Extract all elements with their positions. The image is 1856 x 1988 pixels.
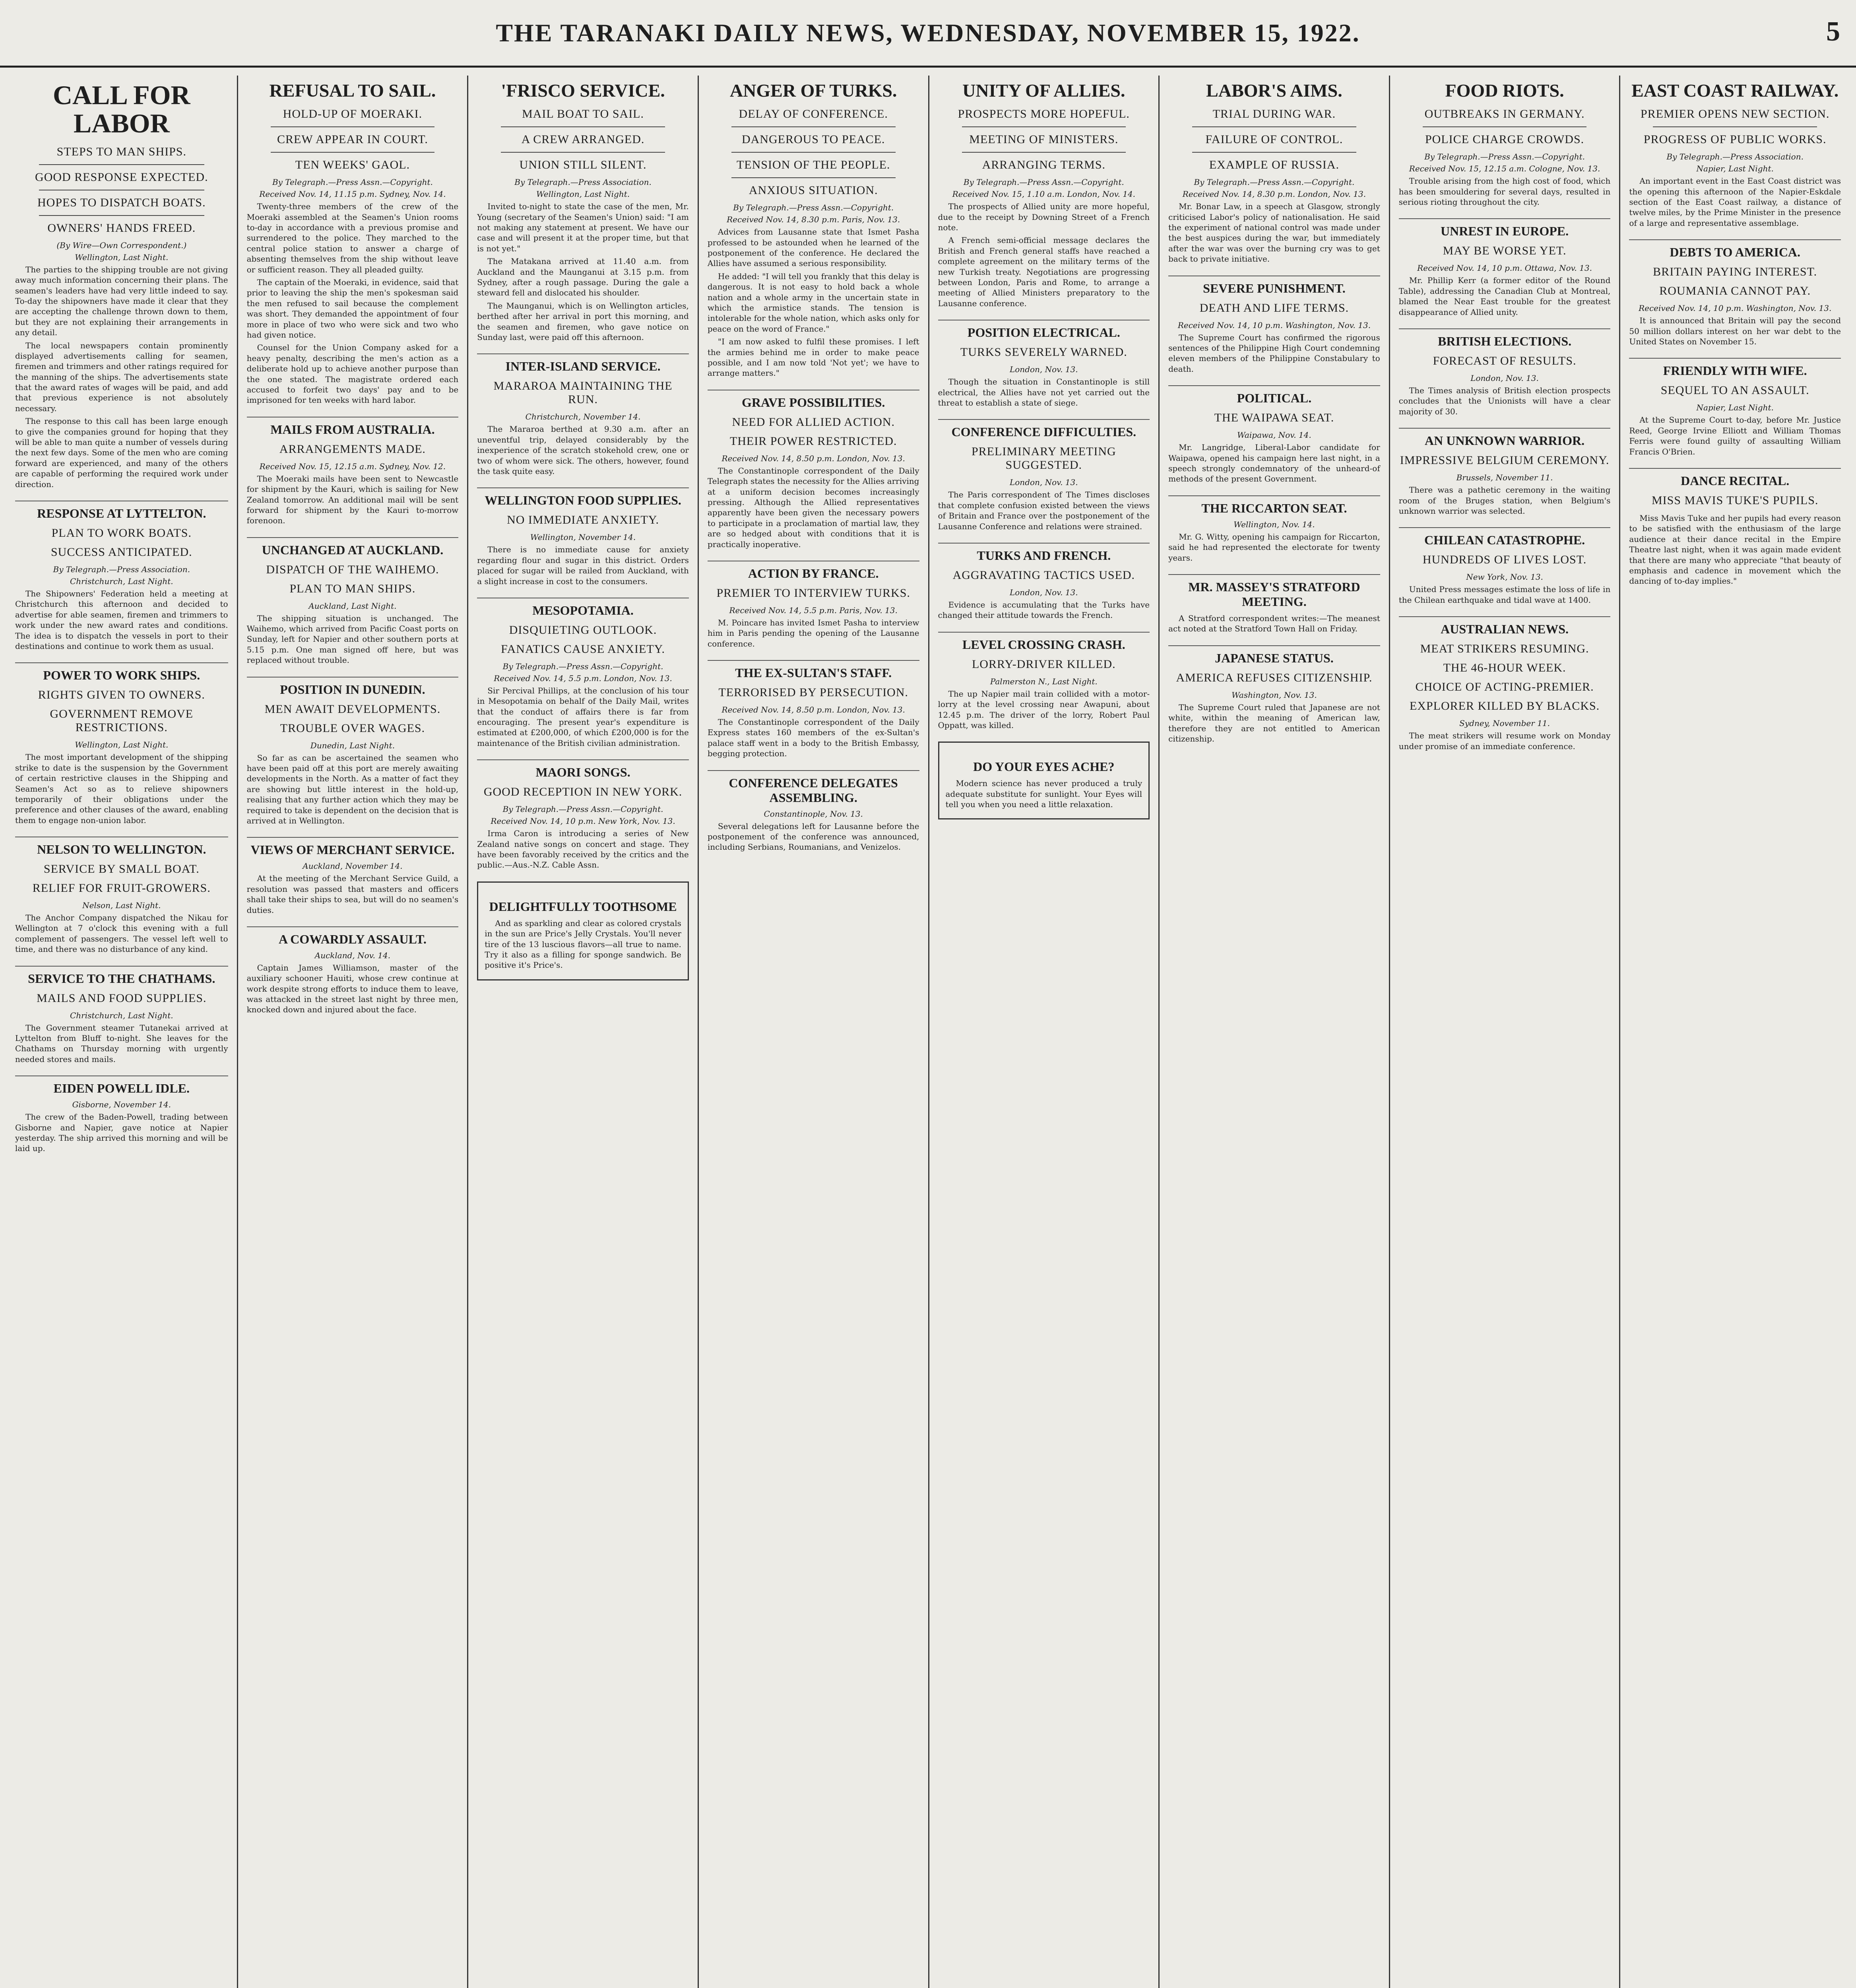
article-dateline: Gisborne, November 14. — [72, 1100, 171, 1110]
article-dateline: Received Nov. 14, 10 p.m. Ottawa, Nov. 13. — [1417, 263, 1592, 273]
article-byline: By Telegraph.—Press Association. — [514, 177, 652, 187]
divider-rule — [501, 126, 665, 127]
article-headline: 'FRISCO SERVICE. — [501, 80, 665, 101]
article-headline: MAORI SONGS. — [477, 759, 689, 780]
article-deck: CREW APPEAR IN COURT. — [277, 133, 428, 146]
article-dateline: Nelson, Last Night. — [82, 901, 161, 911]
article-dateline: Received Nov. 14, 11.15 p.m. Sydney, Nov. 14. — [259, 189, 446, 199]
article-byline: By Telegraph.—Press Association. — [1666, 152, 1804, 162]
article-headline: POSITION IN DUNEDIN. — [247, 677, 459, 697]
article-paragraph: So far as can be ascertained the seamen who have been paid off at this port are merely awaiting developments in the North. As a matter of fact they are showing but little interest in the hold-up, realising that any further action which they may be required to take is dependent on the decision that is arrived at in Wellington. — [246, 753, 459, 825]
article — [1399, 328, 1611, 417]
article — [1399, 616, 1611, 751]
article — [1168, 276, 1380, 375]
article-headline: POWER TO WORK SHIPS. — [15, 662, 228, 683]
article — [15, 1076, 228, 1154]
article-deck: POLICE CHARGE CROWDS. — [1425, 133, 1584, 146]
article-paragraph: At the Supreme Court to-day, before Mr. Justice Reed, George Irvine Elliott and William Thomas Ferris were found guilty of assaulting William Francis O'Brien. — [1629, 415, 1841, 456]
article-deck: HOLD-UP OF MOERAKI. — [283, 107, 423, 121]
article-deck: THE WAIPAWA SEAT. — [1214, 411, 1334, 425]
article-headline: TURKS AND FRENCH. — [938, 543, 1150, 563]
divider-rule — [271, 152, 435, 153]
divider-rule — [731, 152, 896, 153]
article-deck: FANATICS CAUSE ANXIETY. — [501, 642, 665, 656]
article — [1168, 574, 1380, 634]
article-paragraph: Irma Caron is introducing a series of New Zealand native songs on concert and stage. They have been favorably received by the critics and the public.—Aus.-N.Z. Cable Assn. — [477, 829, 689, 870]
article — [1399, 81, 1611, 207]
article-dateline: Washington, Nov. 13. — [1232, 690, 1317, 700]
article-paragraph: He added: "I will tell you frankly that this delay is dangerous. It is not easy to hold back a whole nation and a whole army in the uncertain state in which the armistice stands. The tension is intolerable for the whole nation, which asks only for peace on the word of France." — [707, 271, 919, 334]
article-deck: MARAROA MAINTAINING THE RUN. — [493, 379, 673, 406]
article-dateline: Waipawa, Nov. 14. — [1237, 430, 1311, 440]
article-paragraph: Trouble arising from the high cost of food, which has been smouldering for several days, resulted in serious rioting throughout the city. — [1398, 176, 1611, 207]
article — [1168, 645, 1380, 744]
article-paragraph: A French semi-official message declares the British and French general staffs have reached a complete agreement on the military terms of the new Turkish treaty. Negotiations are progressing between London, Paris and Rome, to arrange a meeting of Allied Ministers preparatory to the Lausanne conference. — [938, 235, 1150, 308]
article-deck: EXAMPLE OF RUSSIA. — [1209, 158, 1340, 172]
article-deck: TRIAL DURING WAR. — [1212, 107, 1336, 121]
article-dateline: Christchurch, Last Night. — [70, 576, 173, 586]
article-deck: MEETING OF MINISTERS. — [969, 133, 1119, 146]
article-deck: RELIEF FOR FRUIT-GROWERS. — [32, 881, 211, 895]
article-paragraph: The up Napier mail train collided with a motor-lorry at the level crossing near Awapuni, about 12.45 p.m. The driver of the lorry, Robert Paul Oppatt, was killed. — [938, 689, 1150, 730]
article — [15, 662, 228, 825]
article — [247, 926, 459, 1015]
article-headline: REFUSAL TO SAIL. — [269, 80, 436, 101]
article-dateline: Brussels, November 11. — [1456, 473, 1553, 483]
article-headline: POLITICAL. — [1168, 385, 1380, 406]
article-paragraph: Several delegations left for Lausanne before the postponement of the conference was announced, including Serbians, Roumanians, and Venizelos. — [707, 821, 919, 852]
article-paragraph: The Government steamer Tutanekai arrived at Lyttelton from Bluff to-night. She leaves for the Chathams on Thursday morning with urgently needed stores and mails. — [15, 1023, 228, 1064]
article-headline: ANGER OF TURKS. — [729, 80, 897, 101]
article-byline: (By Wire—Own Correspondent.) — [56, 240, 187, 250]
article-deck: CHOICE OF ACTING-PREMIER. — [1415, 680, 1594, 694]
article-paragraph: The Constantinople correspondent of the Daily Express states 160 members of the ex-Sultan's palace staff went in a body to the British Embassy, begging protection. — [707, 717, 919, 759]
article-headline: VIEWS OF MERCHANT SERVICE. — [247, 837, 459, 857]
column-7 — [1389, 76, 1619, 1988]
article-deck: PRELIMINARY MEETING SUGGESTED. — [971, 445, 1116, 472]
article — [1399, 218, 1611, 317]
article-deck: GOVERNMENT REMOVE RESTRICTIONS. — [50, 707, 194, 734]
article-deck: MISS MAVIS TUKE'S PUPILS. — [1651, 493, 1819, 507]
article-deck: FORECAST OF RESULTS. — [1433, 354, 1577, 368]
article-paragraph: Mr. G. Witty, opening his campaign for Riccarton, said he had represented the electorate for twenty years. — [1168, 532, 1380, 563]
article — [477, 487, 689, 586]
article-dateline: Palmerston N., Last Night. — [990, 676, 1098, 686]
article — [938, 543, 1150, 621]
article-deck: ANXIOUS SITUATION. — [749, 184, 878, 197]
article — [15, 501, 228, 651]
article — [1168, 81, 1380, 264]
article-paragraph: The Supreme Court has confirmed the rigorous sentences of the Philippine High Court condemning eleven members of the Philippine Constabulary to death. — [1168, 332, 1380, 374]
article-deck: PREMIER TO INTERVIEW TURKS. — [716, 586, 910, 600]
article-dateline: Wellington, November 14. — [530, 532, 636, 542]
article-paragraph: United Press messages estimate the loss of life in the Chilean earthquake and tidal wave at 1400. — [1398, 584, 1611, 605]
article-headline: THE EX-SULTAN'S STAFF. — [708, 660, 919, 680]
divider-rule — [731, 177, 896, 178]
article — [477, 81, 689, 342]
article-deck: PLAN TO MAN SHIPS. — [289, 582, 416, 595]
article-headline: A COWARDLY ASSAULT. — [247, 926, 459, 947]
article — [938, 81, 1150, 309]
article — [477, 598, 689, 748]
divider-rule — [1653, 126, 1817, 127]
article-dateline: London, Nov. 13. — [1009, 478, 1078, 487]
column-4 — [698, 76, 928, 1988]
article-headline: RESPONSE AT LYTTELTON. — [15, 501, 228, 521]
article-dateline: Received Nov. 14, 8.50 p.m. London, Nov. 13. — [721, 705, 905, 715]
article-paragraph: The Mararoa berthed at 9.30 a.m. after an uneventful trip, delayed considerably by the inexperience of the scratch stokehold crew, one or two of whom were sick. The others, however, found the task quite easy. — [477, 424, 689, 476]
article-paragraph: Twenty-three members of the crew of the Moeraki assembled at the Seamen's Union rooms to-day in accordance with a previous promise and surrendered to the police. They marched to the central police station to answer a charge of absenting themselves from the ship without leave or sufficient reason. They all pleaded guilty. — [246, 202, 459, 274]
article-dateline: Napier, Last Night. — [1696, 164, 1774, 174]
article-paragraph: An important event in the East Coast district was the opening this afternoon of the Napier-Eskdale section of the East Coast railway, a distance of twelve miles, by the Prime Minister in the presence of a large and representative assemblage. — [1629, 176, 1841, 228]
article-paragraph: There was a pathetic ceremony in the waiting room of the Bruges station, when Belgium's unknown warrior was selected. — [1398, 485, 1611, 516]
article-deck: MAIL BOAT TO SAIL. — [522, 107, 644, 121]
article-dateline: Received Nov. 14, 10 p.m. Washington, Nov. 13. — [1177, 320, 1371, 330]
article-paragraph: The Constantinople correspondent of the Daily Telegraph states the necessity for the Allies arriving at a uniform decision becomes increasingly pressing. Although the Allied representatives apparently have been given the necessary powers to participate in a proclamation of martial law, they are so hedged about with conditions that it is practically inoperative. — [707, 466, 919, 549]
article-paragraph: The response to this call has been large enough to give the companies ground for hoping that they will be able to man quite a number of vessels during the next few days. Some of the men who are coming forward are experienced, and many of the others are capable of performing the required work under direction. — [15, 416, 228, 489]
article — [938, 320, 1150, 408]
article-headline: FRIENDLY WITH WIFE. — [1629, 358, 1841, 378]
article-dateline: Received Nov. 14, 8.30 p.m. London, Nov. 13. — [1182, 189, 1366, 199]
article — [1629, 468, 1841, 586]
article-deck: MEAT STRIKERS RESUMING. — [1420, 642, 1589, 656]
article-dateline: Received Nov. 15, 1.10 a.m. London, Nov. 14. — [952, 189, 1136, 199]
article-deck: NEED FOR ALLIED ACTION. — [732, 415, 895, 429]
article-deck: ARRANGING TERMS. — [982, 158, 1106, 172]
divider-rule — [962, 126, 1126, 127]
article-deck: OUTBREAKS IN GERMANY. — [1424, 107, 1585, 121]
divider-rule — [39, 215, 204, 216]
article-paragraph: The parties to the shipping trouble are not giving away much information concerning their plans. The seamen's leaders have had very little indeed to say. To-day the shipowners have made it clear that they are accepting the challenge thrown down to them, but they are not explaining their arrangements in any detail. — [15, 264, 228, 338]
article-deck: DELAY OF CONFERENCE. — [739, 107, 888, 121]
article-headline: SERVICE TO THE CHATHAMS. — [15, 966, 228, 986]
article-deck: DISQUIETING OUTLOOK. — [509, 623, 657, 637]
article-deck: SUCCESS ANTICIPATED. — [50, 545, 192, 559]
article-deck: UNION STILL SILENT. — [519, 158, 647, 172]
article-dateline: New York, Nov. 13. — [1466, 572, 1543, 582]
article-paragraph: Captain James Williamson, master of the auxiliary schooner Hauiti, whose crew continue at work despite strong efforts to induce them to leave, was attacked in the street last night by three men, knocked down and injured about the face. — [246, 963, 459, 1015]
article-deck: PLAN TO WORK BOATS. — [51, 526, 192, 540]
article — [247, 81, 459, 406]
article-headline: JAPANESE STATUS. — [1168, 645, 1380, 666]
article-dateline: London, Nov. 13. — [1009, 587, 1078, 597]
article — [15, 966, 228, 1065]
page-columns — [6, 76, 1850, 1988]
article-deck: SERVICE BY SMALL BOAT. — [43, 862, 200, 876]
article-dateline: Wellington, Last Night. — [75, 252, 169, 262]
article — [1629, 81, 1841, 228]
article-dateline: Received Nov. 15, 12.15 a.m. Cologne, Nov. 13. — [1409, 164, 1600, 174]
advertisement — [477, 881, 689, 980]
article-deck: PREMIER OPENS NEW SECTION. — [1640, 107, 1830, 121]
article — [1168, 385, 1380, 484]
article-paragraph: Miss Mavis Tuke and her pupils had every reason to be satisfied with the enthusiasm of the large audience at their dance recital in the Empire Theatre last night, when it was again made evident that there are many who appreciate "that beauty of emphasis and cadence in movement which the dancing of to-day implies." — [1629, 513, 1841, 586]
column-2 — [237, 76, 467, 1988]
divider-rule — [1423, 126, 1587, 127]
article-headline: NELSON TO WELLINGTON. — [15, 837, 228, 857]
article-deck: PROSPECTS MORE HOPEFUL. — [958, 107, 1130, 121]
article — [1168, 495, 1380, 563]
article-dateline: Auckland, Last Night. — [308, 601, 397, 611]
article-dateline: Auckland, November 14. — [303, 861, 403, 871]
article-dateline: London, Nov. 13. — [1009, 365, 1078, 375]
article-dateline: Dunedin, Last Night. — [310, 740, 395, 750]
article-deck: THE 46-HOUR WEEK. — [1443, 661, 1566, 675]
article-dateline: Christchurch, November 14. — [525, 412, 641, 422]
article-paragraph: The Paris correspondent of The Times discloses that complete confusion existed between the views of Britain and France over the postponement of the Lausanne Conference and relations were strained. — [938, 490, 1150, 531]
article-deck: TERRORISED BY PERSECUTION. — [718, 686, 908, 699]
article-deck: TROUBLE OVER WAGES. — [280, 721, 425, 735]
column-3 — [467, 76, 698, 1988]
article-headline: UNCHANGED AT AUCKLAND. — [247, 537, 459, 557]
article-headline: CONFERENCE DELEGATES ASSEMBLING. — [708, 770, 919, 805]
article-deck: GOOD RECEPTION IN NEW YORK. — [483, 785, 683, 799]
article-headline: AUSTRALIAN NEWS. — [1399, 616, 1611, 637]
article-paragraph: The Anchor Company dispatched the Nikau for Wellington at 7 o'clock this evening with a full complement of passengers. The vessel left well to time, and there was no disturbance of any kind. — [15, 913, 228, 954]
article-deck: ARRANGEMENTS MADE. — [279, 442, 426, 456]
article — [15, 837, 228, 955]
article-dateline: Napier, Last Night. — [1696, 403, 1774, 413]
article-dateline: Constantinople, Nov. 13. — [764, 809, 863, 819]
article-paragraph: Evidence is accumulating that the Turks have changed their attitude towards the French. — [938, 600, 1150, 620]
article-byline: By Telegraph.—Press Assn.—Copyright. — [963, 177, 1124, 187]
article-headline: EIDEN POWELL IDLE. — [15, 1076, 228, 1096]
article-headline: CONFERENCE DIFFICULTIES. — [938, 419, 1150, 439]
article-paragraph: The most important development of the shipping strike to date is the suspension by the Government of certain restrictive clauses in the Shipping and Seamen's Act so as to relieve shipowners temporarily of their obligations under the preference and other clauses of the award, enabling them to engage non-union labor. — [15, 752, 228, 825]
article-headline: WELLINGTON FOOD SUPPLIES. — [477, 487, 689, 508]
divider-rule — [731, 126, 896, 127]
article — [708, 770, 919, 852]
article-paragraph: A Stratford correspondent writes:—The meanest act noted at the Stratford Town Hall on Friday. — [1168, 613, 1380, 634]
article-paragraph: Though the situation in Constantinople is still electrical, the Allies have not yet carried out the threat to establish a state of siege. — [938, 377, 1150, 408]
article-byline: By Telegraph.—Press Assn.—Copyright. — [1424, 152, 1585, 162]
article-dateline: Received Nov. 14, 10 p.m. Washington, Nov. 13. — [1639, 303, 1832, 313]
article-dateline: Received Nov. 15, 12.15 a.m. Sydney, Nov. 12. — [259, 461, 446, 471]
article-paragraph: The crew of the Baden-Powell, trading between Gisborne and Napier, gave notice at Napier yesterday. The ship arrived this morning and will be laid up. — [15, 1112, 228, 1153]
divider-rule — [501, 152, 665, 153]
article-paragraph: The Maunganui, which is on Wellington articles, berthed after her arrival in port this morning, and the seamen and firemen, who gave notice on Sunday last, were paid off this afternoon. — [477, 301, 689, 342]
article — [477, 353, 689, 476]
article-headline: AN UNKNOWN WARRIOR. — [1399, 428, 1611, 448]
article-deck: PROGRESS OF PUBLIC WORKS. — [1643, 133, 1827, 146]
article-deck: A CREW ARRANGED. — [521, 133, 645, 146]
newspaper-title: THE TARANAKI DAILY NEWS, WEDNESDAY, NOVEMBER 15, 1922. — [496, 18, 1360, 47]
article-paragraph: The prospects of Allied unity are more hopeful, due to the receipt by Downing Street of a French note. — [938, 202, 1150, 233]
article — [247, 677, 459, 826]
article-deck: AMERICA REFUSES CITIZENSHIP. — [1176, 671, 1373, 684]
article — [708, 561, 919, 649]
article — [938, 419, 1150, 532]
article-deck: MAY BE WORSE YET. — [1443, 244, 1567, 258]
advertisement — [938, 742, 1150, 819]
article-dateline: Received Nov. 14, 8.50 p.m. London, Nov. 13. — [721, 453, 905, 463]
article-headline: LABOR'S AIMS. — [1206, 80, 1342, 101]
article-deck: STEPS TO MAN SHIPS. — [56, 145, 186, 158]
article-paragraph: The shipping situation is unchanged. The Waihemo, which arrived from Pacific Coast ports on Sunday, left for Napier and other southern ports at 5.15 p.m. One man signed off here, but was replaced without trouble. — [246, 613, 459, 665]
article-headline: EAST COAST RAILWAY. — [1631, 80, 1839, 101]
article-paragraph: The Moeraki mails have been sent to Newcastle for shipment by the Kauri, which is sailing for New Zealand tomorrow. An additional mail will be sent forward for shipment by the Kauri to-morrow forenoon. — [246, 474, 459, 526]
article-deck: ROUMANIA CANNOT PAY. — [1659, 284, 1811, 298]
article-deck: EXPLORER KILLED BY BLACKS. — [1409, 699, 1600, 713]
article-headline: FOOD RIOTS. — [1445, 80, 1564, 101]
article — [938, 632, 1150, 731]
article-paragraph: The local newspapers contain prominently displayed advertisements calling for seamen, firemen and trimmers and other ratings required for the manning of the ships. The advertisements state that the award rates of wages will be paid, and add that previous experience is not absolutely necessary. — [15, 340, 228, 413]
column-6 — [1158, 76, 1389, 1988]
article-deck: TEN WEEKS' GAOL. — [295, 158, 410, 172]
divider-rule — [962, 152, 1126, 153]
article-paragraph: Advices from Lausanne state that Ismet Pasha professed to be astounded when he learned of the postponement of the conference. He declared the Allies have assumed a serious responsibility. — [707, 227, 919, 268]
article-paragraph: Modern science has never produced a truly adequate substitute for sunlight. Your Eyes will tell you when you need a little relaxation. — [945, 779, 1142, 810]
article-headline: MR. MASSEY'S STRATFORD MEETING. — [1168, 574, 1380, 609]
article — [708, 660, 919, 759]
article-deck: DANGEROUS TO PEACE. — [741, 133, 885, 146]
divider-rule — [271, 126, 435, 127]
article-paragraph: The Matakana arrived at 11.40 a.m. from Auckland and the Maunganui at 3.15 p.m. from Sydney, after a rough passage. During the gale a steward fell and dislocated his shoulder. — [477, 256, 689, 298]
article-byline: By Telegraph.—Press Assn.—Copyright. — [502, 804, 663, 814]
article-deck: HUNDREDS OF LIVES LOST. — [1422, 553, 1587, 567]
article-dateline: Wellington, Last Night. — [75, 740, 169, 750]
column-5 — [928, 76, 1159, 1988]
article-dateline: Received Nov. 14, 5.5 p.m. Paris, Nov. 13. — [729, 605, 898, 615]
article-deck: DISPATCH OF THE WAIHEMO. — [266, 563, 439, 576]
column-1 — [6, 76, 237, 1988]
article — [1629, 239, 1841, 347]
article-headline: LEVEL CROSSING CRASH. — [938, 632, 1150, 652]
page-number: 5 — [1826, 16, 1840, 47]
article — [708, 390, 919, 549]
article-byline: By Telegraph.—Press Association. — [53, 564, 190, 574]
article-headline: CHILEAN CATASTROPHE. — [1399, 527, 1611, 547]
divider-rule — [39, 164, 204, 165]
article-paragraph: The meat strikers will resume work on Monday under promise of an immediate conference. — [1398, 731, 1611, 751]
article-deck: GOOD RESPONSE EXPECTED. — [35, 170, 208, 184]
article — [247, 537, 459, 666]
article-paragraph: M. Poincare has invited Ismet Pasha to interview him in Paris pending the opening of the Lausanne conference. — [707, 617, 919, 648]
article-dateline: London, Nov. 13. — [1470, 373, 1539, 383]
article-byline: By Telegraph.—Press Assn.—Copyright. — [733, 203, 894, 213]
article-headline: DANCE RECITAL. — [1629, 468, 1841, 488]
article-deck: BRITAIN PAYING INTEREST. — [1653, 265, 1817, 279]
article-paragraph: And as sparkling and clear as colored crystals in the sun are Price's Jelly Crystals. You'll never tire of the 13 luscious flavors—all true to name. Try it also as a filling for sponge sandwich. Be positive it's Price's. — [485, 918, 681, 970]
article-deck: HOPES TO DISPATCH BOATS. — [37, 196, 206, 209]
article-dateline: Sydney, November 11. — [1459, 718, 1550, 728]
article-headline: THE RICCARTON SEAT. — [1168, 495, 1380, 516]
article — [1399, 428, 1611, 516]
article — [1629, 358, 1841, 457]
article-deck: SEQUEL TO AN ASSAULT. — [1660, 384, 1809, 397]
article-deck: LORRY-DRIVER KILLED. — [972, 657, 1116, 671]
article-paragraph: Mr. Bonar Law, in a speech at Glasgow, strongly criticised Labor's policy of nationalisation. He said the experiment of national control was made under the best auspices during the war, but immediately after the war was over the burning cry was to get back to private initiative. — [1168, 202, 1380, 264]
article-deck: RIGHTS GIVEN TO OWNERS. — [38, 688, 205, 702]
article-headline: GRAVE POSSIBILITIES. — [708, 390, 919, 410]
article-headline: UNITY OF ALLIES. — [962, 80, 1125, 101]
article-byline: By Telegraph.—Press Assn.—Copyright. — [272, 177, 433, 187]
article-paragraph: Counsel for the Union Company asked for a heavy penalty, describing the men's action as a deliberate hold up to achieve another purpose than the one stated. The magistrate ordered each accused to forfeit two days' pay and to be imprisoned for ten weeks with hard labor. — [246, 343, 459, 405]
article-paragraph: The Times analysis of British election prospects concludes that the Unionists will have a clear majority of 30. — [1398, 386, 1611, 416]
article-headline: BRITISH ELECTIONS. — [1399, 328, 1611, 349]
article-headline: ACTION BY FRANCE. — [708, 561, 919, 581]
masthead — [0, 0, 1856, 68]
article-paragraph: Mr. Phillip Kerr (a former editor of the Round Table), addressing the Canadian Club at Montreal, blamed the Near East trouble for the greatest disappearance of Allied unity. — [1398, 276, 1611, 317]
article-headline: MAILS FROM AUSTRALIA. — [247, 417, 459, 437]
article — [708, 81, 919, 379]
article-dateline: Christchurch, Last Night. — [70, 1010, 173, 1020]
article-headline: CALL FOR LABOR — [52, 80, 190, 139]
article-paragraph: "I am now asked to fulfil these promises. I left the armies behind me in order to make peace possible, and I am now told 'Not yet'; we have to arrange matters." — [707, 337, 919, 378]
article-dateline: Auckland, Nov. 14. — [314, 950, 391, 960]
article-deck: MEN AWAIT DEVELOPMENTS. — [264, 702, 441, 716]
article-headline: UNREST IN EUROPE. — [1399, 218, 1611, 239]
article-deck: AGGRAVATING TACTICS USED. — [952, 568, 1135, 582]
article-byline: By Telegraph.—Press Assn.—Copyright. — [1194, 177, 1355, 187]
article-paragraph: The captain of the Moeraki, in evidence, said that prior to leaving the ship the men's spokesman said the men refused to sail because the complement was short. They demanded the appointment of four more in place of two who were sick and two who had given notice. — [246, 278, 459, 340]
article-deck: IMPRESSIVE BELGIUM CEREMONY. — [1400, 454, 1610, 467]
article-paragraph: The Shipowners' Federation held a meeting at Christchurch this afternoon and decided to advertise for able seamen, firemen and trimmers to work under the new award rates and conditions. The idea is to dispatch the vessels in port to their destinations and continue to work them as usual. — [15, 588, 228, 651]
article-dateline: Received Nov. 14, 5.5 p.m. London, Nov. 13. — [494, 673, 672, 683]
article-dateline: Wellington, Last Night. — [536, 189, 630, 199]
article-deck: OWNERS' HANDS FREED. — [47, 221, 196, 235]
article-paragraph: There is no immediate cause for anxiety regarding flour and sugar in this district. Orders placed for sugar will be railed from Auckland, with a slight increase in cost to the consumers. — [477, 545, 689, 586]
article-deck: NO IMMEDIATE ANXIETY. — [507, 513, 659, 527]
article-headline: POSITION ELECTRICAL. — [938, 320, 1150, 340]
article-paragraph: It is announced that Britain will pay the second 50 million dollars interest on her war debt to the United States on November 15. — [1629, 316, 1841, 347]
article — [247, 837, 459, 915]
column-8 — [1619, 76, 1850, 1988]
article-dateline: Received Nov. 14, 10 p.m. New York, Nov. 13. — [491, 816, 675, 826]
article-headline: SEVERE PUNISHMENT. — [1168, 276, 1380, 296]
article-deck: MAILS AND FOOD SUPPLIES. — [37, 991, 207, 1005]
article-paragraph: The Supreme Court ruled that Japanese are not white, within the meaning of American law, therefore they are not entitled to American citizenship. — [1168, 702, 1380, 744]
article-deck: TENSION OF THE PEOPLE. — [736, 158, 890, 172]
article-headline: DO YOUR EYES ACHE? — [973, 759, 1115, 774]
article-paragraph: Invited to-night to state the case of the men, Mr. Young (secretary of the Seamen's Union) said: "I am not making any statement at present. We have our case and will present it at the proper time, but that is not yet." — [477, 202, 689, 253]
article-deck: FAILURE OF CONTROL. — [1205, 133, 1343, 146]
divider-rule — [1192, 126, 1356, 127]
article-deck: DEATH AND LIFE TERMS. — [1199, 301, 1349, 315]
article-headline: INTER-ISLAND SERVICE. — [477, 353, 689, 374]
article — [477, 759, 689, 870]
article-deck: TURKS SEVERELY WARNED. — [960, 346, 1127, 359]
article-headline: DEBTS TO AMERICA. — [1629, 239, 1841, 260]
article-dateline: Wellington, Nov. 14. — [1233, 519, 1315, 529]
article-paragraph: At the meeting of the Merchant Service Guild, a resolution was passed that masters and officers shall take their ships to sea, but will do no seamen's duties. — [246, 874, 459, 915]
article-paragraph: Mr. Langridge, Liberal-Labor candidate for Waipawa, opened his campaign here last night, in a speech strongly condemnatory of the unheard-of methods of the present Government. — [1168, 443, 1380, 484]
article-deck: THEIR POWER RESTRICTED. — [729, 434, 897, 448]
article — [1399, 527, 1611, 605]
article-headline: DELIGHTFULLY TOOTHSOME — [489, 899, 677, 914]
article-paragraph: Sir Percival Phillips, at the conclusion of his tour in Mesopotamia on behalf of the Daily Mail, writes that the conduct of affairs there is far from encouraging. The present year's expenditure is estimated at £200,000, of which £200,000 is for the maintenance of the British civilian administration. — [477, 685, 689, 748]
article-dateline: Received Nov. 14, 8.30 p.m. Paris, Nov. 13. — [727, 215, 900, 225]
article-headline: MESOPOTAMIA. — [477, 598, 689, 618]
article — [247, 417, 459, 526]
article — [15, 81, 228, 489]
divider-rule — [1192, 152, 1356, 153]
article-byline: By Telegraph.—Press Assn.—Copyright. — [502, 661, 663, 671]
